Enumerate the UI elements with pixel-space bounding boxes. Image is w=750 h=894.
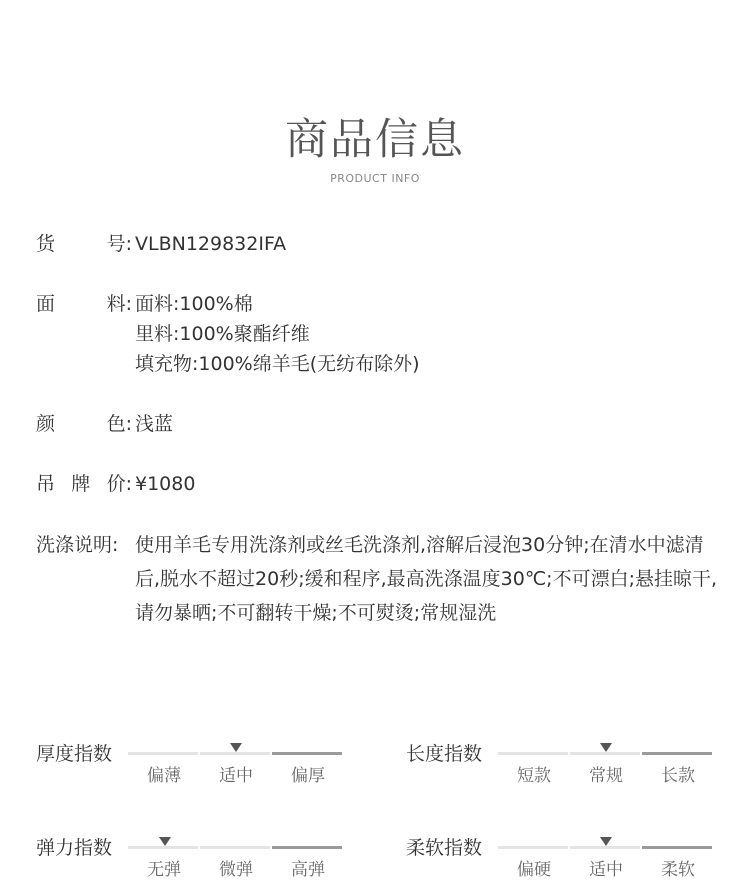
fabric-line-filling: 填充物:100%绵羊毛(无纺布除外) <box>135 353 420 375</box>
page-title: 商品信息 <box>285 115 465 165</box>
scale-marker-icon <box>600 837 612 846</box>
scale-option: 长款 <box>661 766 695 786</box>
scale-option: 高弹 <box>291 860 325 880</box>
scale-marker-icon <box>230 743 242 752</box>
scale-segment <box>642 752 712 755</box>
scale-option: 适中 <box>219 766 253 786</box>
scale-marker-icon <box>600 743 612 752</box>
sku-label <box>36 229 132 259</box>
fabric-label-a: 面 <box>36 293 56 315</box>
price-label-c: 价: <box>106 473 132 495</box>
scale-segment <box>498 752 568 755</box>
elasticity-index-label: 弹力指数 <box>36 837 113 859</box>
scale-segment <box>570 752 640 755</box>
color-label <box>36 409 132 439</box>
scale-option: 无弹 <box>147 860 181 880</box>
wash-label: 洗涤说明: <box>36 534 119 556</box>
scale-option: 常规 <box>589 766 623 786</box>
price-value: ¥1080 <box>135 473 196 495</box>
color-label-a: 颜 <box>36 413 56 435</box>
scale-segment <box>200 846 270 849</box>
scale-segment <box>272 846 342 849</box>
sku-value: VLBN129832IFA <box>135 233 287 255</box>
page-subtitle: PRODUCT INFO <box>330 172 420 185</box>
scale-segment <box>498 846 568 849</box>
scale-segment <box>570 846 640 849</box>
fabric-label-b: 料: <box>106 293 132 315</box>
price-label-a: 吊 <box>36 473 56 495</box>
fabric-value <box>135 289 420 379</box>
elasticity-index-scale <box>128 846 344 886</box>
sku-label-a: 货 <box>36 233 56 255</box>
scale-marker-icon <box>159 837 171 846</box>
price-label-b: 牌 <box>71 473 91 495</box>
scale-option: 短款 <box>517 766 551 786</box>
fabric-line-outer: 面料:100%棉 <box>135 293 253 315</box>
color-value: 浅蓝 <box>135 413 174 435</box>
fabric-line-lining: 里料:100%聚酯纤维 <box>135 323 310 345</box>
price-label <box>36 469 132 499</box>
scale-segment <box>642 846 712 849</box>
scale-option: 微弹 <box>219 860 253 880</box>
scale-option: 适中 <box>589 860 623 880</box>
thickness-index-scale <box>128 752 344 792</box>
scale-segment <box>272 752 342 755</box>
sku-label-b: 号: <box>106 233 132 255</box>
scale-option: 偏厚 <box>291 766 325 786</box>
length-index-scale <box>498 752 714 792</box>
length-index-label: 长度指数 <box>406 743 483 765</box>
wash-instructions: 使用羊毛专用洗涤剂或丝毛洗涤剂,溶解后浸泡30分钟;在清水中滤清后,脱水不超过20秒;缓和程序,最高洗涤温度30℃;不可漂白;悬挂晾干,请勿暴晒;不可翻转干燥;不可熨烫;常规湿洗 <box>135 534 718 624</box>
scale-option: 柔软 <box>661 860 695 880</box>
scale-option: 偏硬 <box>517 860 551 880</box>
softness-index-label: 柔软指数 <box>406 837 483 859</box>
scale-segment <box>128 752 198 755</box>
color-label-b: 色: <box>106 413 132 435</box>
scale-segment <box>200 752 270 755</box>
softness-index-scale <box>498 846 714 886</box>
scale-option: 偏薄 <box>147 766 181 786</box>
fabric-label <box>36 289 132 319</box>
scale-segment <box>128 846 198 849</box>
thickness-index-label: 厚度指数 <box>36 743 113 765</box>
